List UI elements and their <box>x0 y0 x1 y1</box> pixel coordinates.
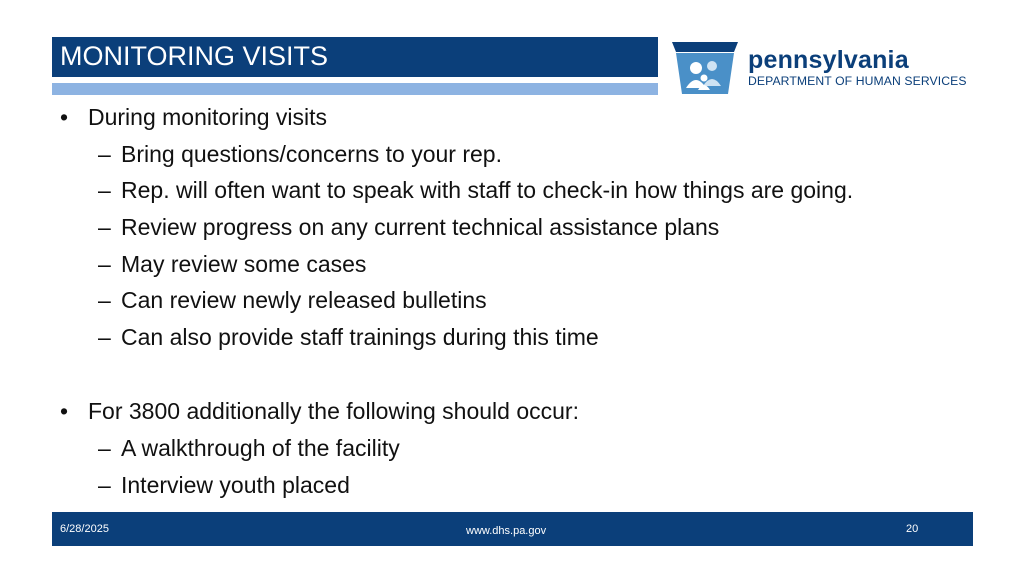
title-bar <box>52 37 658 77</box>
sub-bullet-text: Review progress on any current technical assistance plans <box>121 214 720 240</box>
logo-department: DEPARTMENT OF HUMAN SERVICES <box>748 74 967 88</box>
pa-dhs-logo <box>668 40 1008 96</box>
page-number: 20 <box>906 523 919 535</box>
title-accent-bar <box>52 83 658 95</box>
sub-bullet-dash: – <box>98 214 111 240</box>
keystone-family-icon <box>668 40 742 96</box>
sub-bullet-dash: – <box>98 141 111 167</box>
sub-bullet-text: Can also provide staff trainings during this time <box>121 324 599 350</box>
sub-bullet-dash: – <box>98 177 111 203</box>
sub-bullet-dash: – <box>98 435 111 461</box>
footer-bar <box>52 512 973 546</box>
bullet-text: During monitoring visits <box>88 104 328 130</box>
sub-bullet-dash: – <box>98 251 111 277</box>
sub-bullet-dash: – <box>98 472 111 498</box>
slide-title: MONITORING VISITS <box>60 41 329 71</box>
sub-bullet-text: Interview youth placed <box>121 472 350 498</box>
bullet-dot: • <box>60 398 69 424</box>
footer-url[interactable]: www.dhs.pa.gov <box>466 525 547 537</box>
sub-bullet-text: Can review newly released bulletins <box>121 287 487 313</box>
footer-date: 6/28/2025 <box>60 523 109 535</box>
sub-bullet-text: May review some cases <box>121 251 367 277</box>
sub-bullet-text: Rep. will often want to speak with staff to check-in how things are going. <box>121 177 854 203</box>
logo-wordmark: pennsylvania <box>748 46 909 74</box>
sub-bullet-dash: – <box>98 287 111 313</box>
bullet-dot: • <box>60 104 69 130</box>
sub-bullet-dash: – <box>98 324 111 350</box>
sub-bullet-text: A walkthrough of the facility <box>121 435 400 461</box>
sub-bullet-text: Bring questions/concerns to your rep. <box>121 141 502 167</box>
bullet-text: For 3800 additionally the following should occur: <box>88 398 579 424</box>
